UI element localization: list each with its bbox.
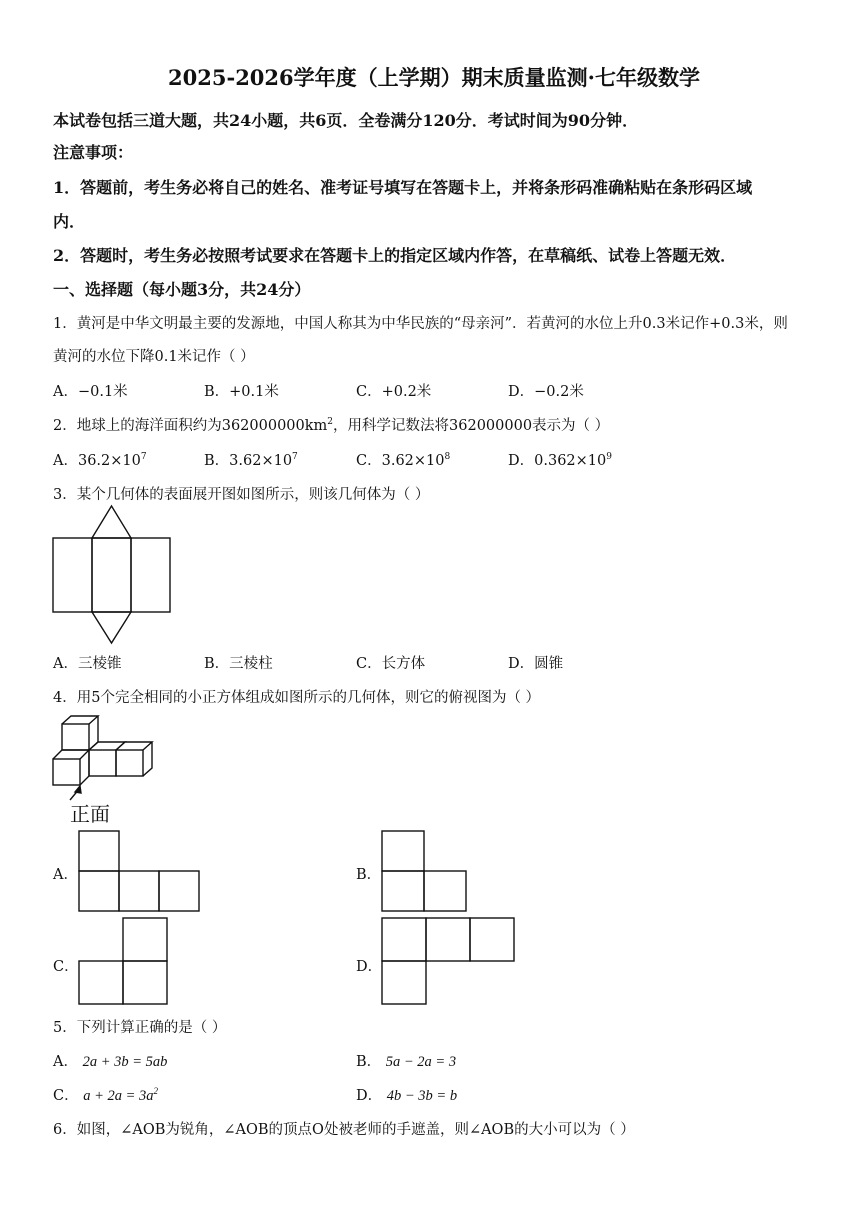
q5-c-label: C． bbox=[53, 1088, 79, 1104]
q5-d-label: D． bbox=[356, 1088, 383, 1104]
q2-a-exp: 7 bbox=[140, 452, 147, 463]
q2-stem-sup: 2 bbox=[327, 417, 334, 428]
q4-option-c-label: C． bbox=[53, 959, 79, 975]
q2-d-base: 0.362×10 bbox=[534, 453, 607, 469]
net-right-face bbox=[131, 538, 170, 612]
q5-b-label: B． bbox=[356, 1054, 382, 1070]
q5-c-expr: a + 2a = 3a bbox=[83, 1088, 154, 1104]
q5-c-sup: 2 bbox=[153, 1086, 159, 1097]
q3-option-b: B．三棱柱 bbox=[204, 656, 273, 672]
q2-a-base: 36.2×10 bbox=[77, 453, 141, 469]
net-bottom-triangle bbox=[92, 612, 131, 643]
page-title: 2025-2026学年度（上学期）期末质量监测·七年级数学 bbox=[168, 65, 700, 90]
exam-intro: 本试卷包括三道大题，共24小题，共6页．全卷满分120分．考试时间为90分钟． bbox=[53, 111, 639, 130]
cube-right bbox=[116, 750, 143, 776]
q2-b-base: 3.62×10 bbox=[229, 453, 293, 469]
q1-option-a: A．−0.1米 bbox=[53, 384, 128, 400]
q4-option-d-label: D． bbox=[356, 959, 383, 975]
q3-stem: 3．某个几何体的表面展开图如图所示，则该几何体为（ ） bbox=[53, 487, 430, 503]
q1-option-c: C．+0.2米 bbox=[356, 384, 432, 400]
q4-option-d-figure bbox=[380, 916, 518, 1006]
q5-option-b bbox=[356, 1050, 456, 1071]
notes-heading: 注意事项： bbox=[53, 143, 134, 162]
q5-option-a bbox=[53, 1050, 167, 1071]
q6-stem: 6．如图，∠AOB为锐角，∠AOB的顶点O处被老师的手遮盖，则∠AOB的大小可以为（ ） bbox=[53, 1122, 635, 1138]
q2-option-c bbox=[356, 449, 450, 470]
q4-option-b-label: B． bbox=[356, 867, 382, 883]
q2-d-exp: 9 bbox=[606, 452, 612, 463]
cube-front bbox=[53, 759, 80, 785]
q5-option-d bbox=[356, 1084, 457, 1105]
q5-stem: 5．下列计算正确的是（ ） bbox=[53, 1020, 227, 1036]
q4-option-a-figure bbox=[77, 829, 203, 913]
q3-option-c: C．长方体 bbox=[356, 656, 426, 672]
q1-stem-line2: 黄河的水位下降0.1米记作（ ） bbox=[53, 349, 255, 365]
prism-net-figure bbox=[50, 504, 176, 646]
q1-option-b: B．+0.1米 bbox=[204, 384, 279, 400]
q5-option-c bbox=[53, 1084, 158, 1105]
net-middle-face bbox=[92, 538, 131, 612]
q1-stem-line1: 1．黄河是中华文明最主要的发源地，中国人称其为中华民族的“母亲河”．若黄河的水位上升0.3米记作+0.3米，则 bbox=[53, 316, 788, 332]
q2-a-label: A． bbox=[53, 453, 78, 469]
q4-stem: 4．用5个完全相同的小正方体组成如图所示的几何体，则它的俯视图为（ ） bbox=[53, 690, 541, 706]
q2-c-exp: 8 bbox=[444, 452, 451, 463]
q1-option-d: D．−0.2米 bbox=[508, 384, 584, 400]
cube-top-front bbox=[62, 724, 89, 750]
q2-option-a bbox=[53, 449, 147, 470]
note-2: 2．答题时，考生务必按照考试要求在答题卡上的指定区域内作答，在草稿纸、试卷上答题无效． bbox=[53, 246, 737, 265]
q5-b-expr: 5a − 2a = 3 bbox=[385, 1054, 457, 1070]
q4-option-c-figure bbox=[77, 916, 171, 1006]
q2-d-label: D． bbox=[508, 453, 535, 469]
q5-a-label: A． bbox=[53, 1054, 78, 1070]
q2-b-label: B． bbox=[204, 453, 230, 469]
section-1-heading: 一、选择题（每小题3分，共24分） bbox=[53, 280, 311, 299]
q2-stem bbox=[53, 414, 609, 435]
net-top-triangle bbox=[92, 506, 131, 538]
q4-option-b-figure bbox=[380, 829, 470, 913]
front-view-label: 正面 bbox=[70, 802, 110, 826]
q2-c-base: 3.62×10 bbox=[381, 453, 445, 469]
cube-middle bbox=[89, 750, 116, 776]
q3-option-d: D．圆锥 bbox=[508, 656, 564, 672]
q2-b-exp: 7 bbox=[292, 452, 298, 463]
q2-c-label: C． bbox=[356, 453, 382, 469]
q5-a-expr: 2a + 3b = 5ab bbox=[82, 1054, 168, 1070]
q5-d-expr: 4b − 3b = b bbox=[386, 1088, 458, 1104]
q4-option-a-label: A． bbox=[53, 867, 78, 883]
q2-option-b bbox=[204, 449, 298, 470]
note-1-line2: 内． bbox=[53, 212, 86, 231]
q2-option-d bbox=[508, 449, 612, 470]
q3-option-a: A．三棱锥 bbox=[53, 656, 122, 672]
net-left-face bbox=[53, 538, 92, 612]
cube-assembly-figure bbox=[50, 712, 160, 802]
note-1-line1: 1．答题前，考生务必将自己的姓名、准考证号填写在答题卡上，并将条形码准确粘贴在条形码区域 bbox=[53, 178, 753, 197]
q2-stem-text-b: ，用科学记数法将362000000表示为（ ） bbox=[333, 418, 610, 434]
q2-stem-text: 2．地球上的海洋面积约为362000000km bbox=[53, 418, 328, 434]
